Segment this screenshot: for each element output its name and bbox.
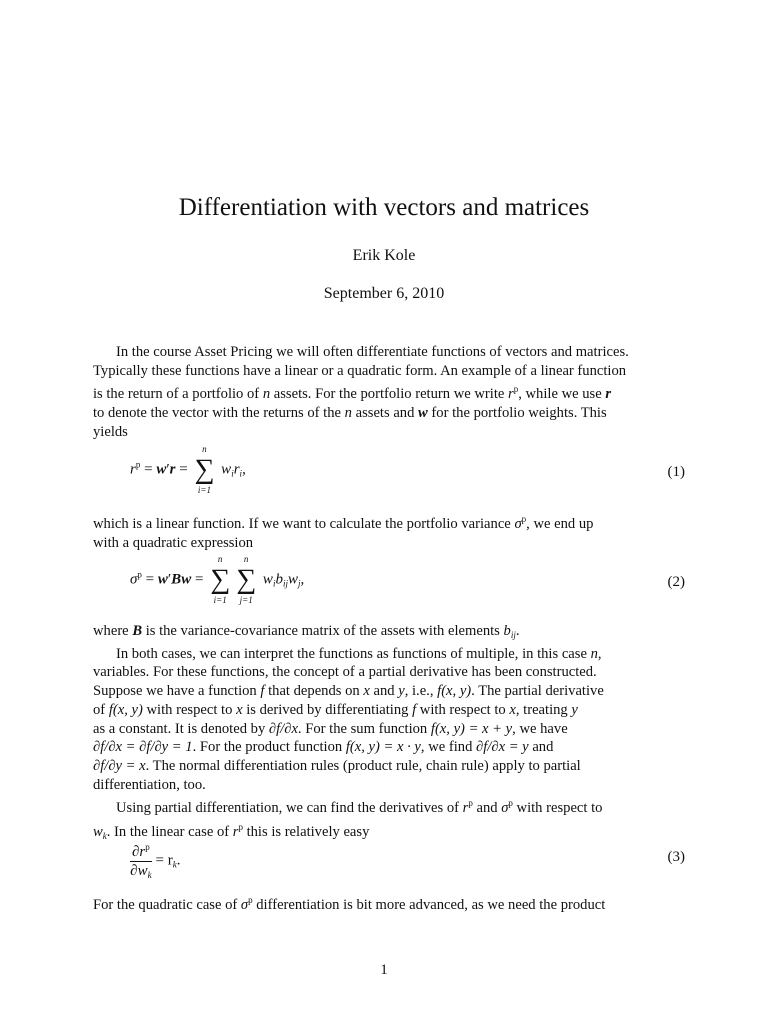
fraction: $\frac{\partial r^p}{\partial w_k}$ xyxy=(130,838,152,884)
text-line: Suppose we have a function f that depends on x and y, i.e., f(x, y). The partial derivative xyxy=(93,683,604,700)
summation-symbol: ∑ n i=1 xyxy=(210,554,231,605)
text-line: which is a linear function. If we want to calculate the portfolio variance $\sigma^p$, we end up xyxy=(93,514,594,532)
paper-date: September 6, 2010 xyxy=(323,285,445,302)
text-line: where B is the variance-covariance matrix of the assets with elements $b_{ij}$. xyxy=(93,623,520,640)
summation-symbol: ∑ n j=1 xyxy=(236,554,257,605)
equation-2: $\sigma^p = w'Bw$ = ∑ n i=1 ∑ n j=1 $w_ib_{ij}w_j$, xyxy=(130,554,305,605)
text-line: with a quadratic expression xyxy=(93,534,254,551)
text-line: ∂f/∂y = x. The normal differentiation rules (product rule, chain rule) apply to partial xyxy=(93,757,581,774)
text-line: as a constant. It is denoted by ∂f/∂x. For the sum function f(x, y) = x + y, we have xyxy=(93,720,568,737)
paragraph-quadratic xyxy=(93,891,685,915)
paper-title: Differentiation with vectors and matrices xyxy=(178,194,590,221)
text-line: In the course Asset Pricing we will often differentiate functions of vectors and matrices. xyxy=(116,344,629,360)
text-line: Typically these functions have a linear or a quadratic form. An example of a linear function xyxy=(93,362,627,379)
author-name: Erik Kole xyxy=(352,247,416,264)
text-line: to denote the vector with the returns of the n assets and w for the portfolio weights. This xyxy=(93,405,607,422)
text-line: $w_k$. In the linear case of $r^p$ this is relatively easy xyxy=(93,822,370,842)
text-line: differentiation, too. xyxy=(93,776,206,793)
paragraph-variance xyxy=(93,510,685,552)
text-line: For the quadratic case of $\sigma^p$ differentiation is bit more advanced, as we need the product xyxy=(93,895,606,913)
equation-number: (3) xyxy=(667,849,685,865)
paragraph-partial-derivative xyxy=(93,622,685,846)
text-line: yields xyxy=(93,423,128,440)
text-line: Using partial differentiation, we can find the derivatives of $r^p$ and $\sigma^p$ with respect to xyxy=(116,798,603,817)
text-line: is the return of a portfolio of n assets. For the portfolio return we write $r^p$, while we use r xyxy=(93,384,612,403)
equation-3: $\frac{\partial r^p}{\partial w_k}$ = $r_k$. xyxy=(130,838,180,884)
text-line: of f(x, y) with respect to x is derived by differentiating f with respect to x, treating y xyxy=(93,701,578,718)
text-line: In both cases, we can interpret the functions as functions of multiple, in this case n, xyxy=(116,645,602,662)
paragraph-intro xyxy=(93,343,685,442)
equation-number: (1) xyxy=(667,464,685,480)
equation-1: $r^p = w'r$ = ∑ n i=1 $w_ir_i$, xyxy=(130,444,246,495)
text-line: variables. For these functions, the concept of a partial derivative has been constructed. xyxy=(93,664,597,681)
page-number: 1 xyxy=(380,962,388,978)
equation-number: (2) xyxy=(667,574,685,590)
summation-symbol: ∑ n i=1 xyxy=(194,444,215,495)
text-line: ∂f/∂x = ∂f/∂y = 1. For the product function f(x, y) = x · y, we find ∂f/∂x = y and xyxy=(93,739,554,756)
